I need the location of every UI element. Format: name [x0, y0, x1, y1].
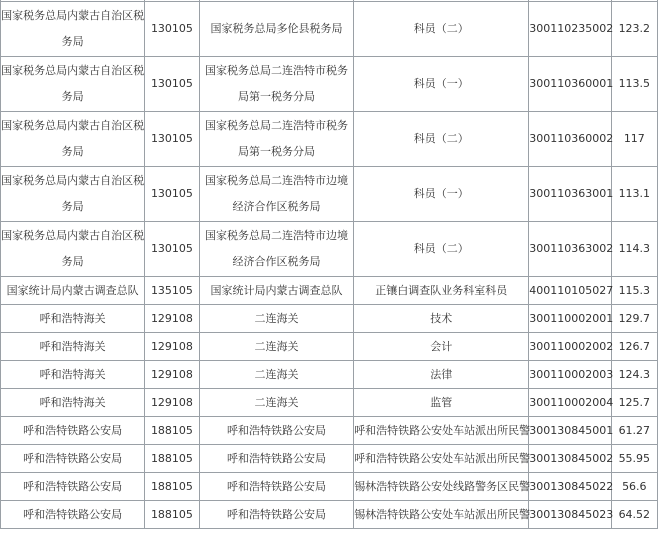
dept-cell: 呼和浩特铁路公安局	[1, 445, 145, 473]
dept-cell: 国家税务总局内蒙古自治区税务局	[1, 112, 145, 167]
post-code-cell: 300130845002	[529, 445, 611, 473]
post-code-cell: 300110360002	[529, 112, 611, 167]
post-cell: 呼和浩特铁路公安处车站派出所民警	[354, 445, 529, 473]
dept-cell: 国家统计局内蒙古调查总队	[1, 277, 145, 305]
post-code-cell: 300130845001	[529, 417, 611, 445]
dept-cell: 呼和浩特海关	[1, 333, 145, 361]
post-code-cell: 300110363001	[529, 167, 611, 222]
score-cell: 113.5	[611, 57, 657, 112]
table-row	[1, 333, 658, 361]
table-row	[1, 57, 658, 112]
dept-cell: 呼和浩特海关	[1, 361, 145, 389]
code-cell: 129108	[145, 333, 200, 361]
post-code-cell: 300110002002	[529, 333, 611, 361]
code-cell: 188105	[145, 417, 200, 445]
table-row	[1, 445, 658, 473]
code-cell: 188105	[145, 501, 200, 529]
dept-cell: 呼和浩特铁路公安局	[1, 501, 145, 529]
unit-cell: 国家统计局内蒙古调查总队	[199, 277, 353, 305]
table-row	[1, 417, 658, 445]
table-row	[1, 112, 658, 167]
score-cell: 56.6	[611, 473, 657, 501]
post-cell: 科员（二）	[354, 2, 529, 57]
code-cell: 135105	[145, 277, 200, 305]
unit-cell: 呼和浩特铁路公安局	[199, 417, 353, 445]
dept-cell: 国家税务总局内蒙古自治区税务局	[1, 167, 145, 222]
unit-cell: 呼和浩特铁路公安局	[199, 473, 353, 501]
table-row	[1, 361, 658, 389]
dept-cell: 国家税务总局内蒙古自治区税务局	[1, 2, 145, 57]
table-row	[1, 277, 658, 305]
table-row	[1, 167, 658, 222]
table-row	[1, 2, 658, 57]
unit-cell: 二连海关	[199, 333, 353, 361]
post-cell: 科员（二）	[354, 222, 529, 277]
code-cell: 130105	[145, 222, 200, 277]
unit-cell: 国家税务总局二连浩特市税务局第一税务分局	[199, 112, 353, 167]
unit-cell: 二连海关	[199, 305, 353, 333]
post-cell: 会计	[354, 333, 529, 361]
post-cell: 科员（一）	[354, 167, 529, 222]
code-cell: 188105	[145, 445, 200, 473]
dept-cell: 呼和浩特海关	[1, 389, 145, 417]
dept-cell: 呼和浩特铁路公安局	[1, 473, 145, 501]
post-code-cell: 300130845022	[529, 473, 611, 501]
post-cell: 监管	[354, 389, 529, 417]
post-cell: 科员（一）	[354, 57, 529, 112]
post-code-cell: 300110002001	[529, 305, 611, 333]
post-cell: 锡林浩特铁路公安处线路警务区民警	[354, 473, 529, 501]
table-body	[1, 0, 658, 529]
table-row	[1, 389, 658, 417]
post-code-cell: 300110363002	[529, 222, 611, 277]
unit-cell: 呼和浩特铁路公安局	[199, 445, 353, 473]
dept-cell: 国家税务总局内蒙古自治区税务局	[1, 57, 145, 112]
score-cell: 129.7	[611, 305, 657, 333]
unit-cell: 国家税务总局二连浩特市边境经济合作区税务局	[199, 167, 353, 222]
code-cell: 130105	[145, 112, 200, 167]
table-row	[1, 222, 658, 277]
table-row	[1, 501, 658, 529]
post-cell: 呼和浩特铁路公安处车站派出所民警	[354, 417, 529, 445]
score-cell: 64.52	[611, 501, 657, 529]
code-cell: 129108	[145, 305, 200, 333]
unit-cell: 二连海关	[199, 361, 353, 389]
code-cell: 130105	[145, 167, 200, 222]
post-cell: 技术	[354, 305, 529, 333]
dept-cell: 国家税务总局内蒙古自治区税务局	[1, 222, 145, 277]
unit-cell: 国家税务总局二连浩特市边境经济合作区税务局	[199, 222, 353, 277]
score-cell: 61.27	[611, 417, 657, 445]
score-cell: 126.7	[611, 333, 657, 361]
unit-cell: 国家税务总局二连浩特市税务局第一税务分局	[199, 57, 353, 112]
table-row	[1, 305, 658, 333]
post-code-cell: 400110105027	[529, 277, 611, 305]
post-code-cell: 300110360001	[529, 57, 611, 112]
dept-cell: 呼和浩特铁路公安局	[1, 417, 145, 445]
post-code-cell: 300110235002	[529, 2, 611, 57]
score-cell: 123.2	[611, 2, 657, 57]
score-cell: 125.7	[611, 389, 657, 417]
post-code-cell: 300110002003	[529, 361, 611, 389]
score-cell: 115.3	[611, 277, 657, 305]
post-cell: 正镶白调查队业务科室科员	[354, 277, 529, 305]
score-cell: 124.3	[611, 361, 657, 389]
post-cell: 法律	[354, 361, 529, 389]
post-cell: 锡林浩特铁路公安处车站派出所民警	[354, 501, 529, 529]
unit-cell: 二连海关	[199, 389, 353, 417]
unit-cell: 国家税务总局多伦县税务局	[199, 2, 353, 57]
score-cell: 113.1	[611, 167, 657, 222]
score-cell: 117	[611, 112, 657, 167]
code-cell: 129108	[145, 389, 200, 417]
code-cell: 129108	[145, 361, 200, 389]
score-cell: 114.3	[611, 222, 657, 277]
code-cell: 130105	[145, 57, 200, 112]
code-cell: 188105	[145, 473, 200, 501]
score-cell: 55.95	[611, 445, 657, 473]
dept-cell: 呼和浩特海关	[1, 305, 145, 333]
table-row	[1, 473, 658, 501]
unit-cell: 呼和浩特铁路公安局	[199, 501, 353, 529]
code-cell: 130105	[145, 2, 200, 57]
post-code-cell: 300130845023	[529, 501, 611, 529]
post-cell: 科员（二）	[354, 112, 529, 167]
post-code-cell: 300110002004	[529, 389, 611, 417]
